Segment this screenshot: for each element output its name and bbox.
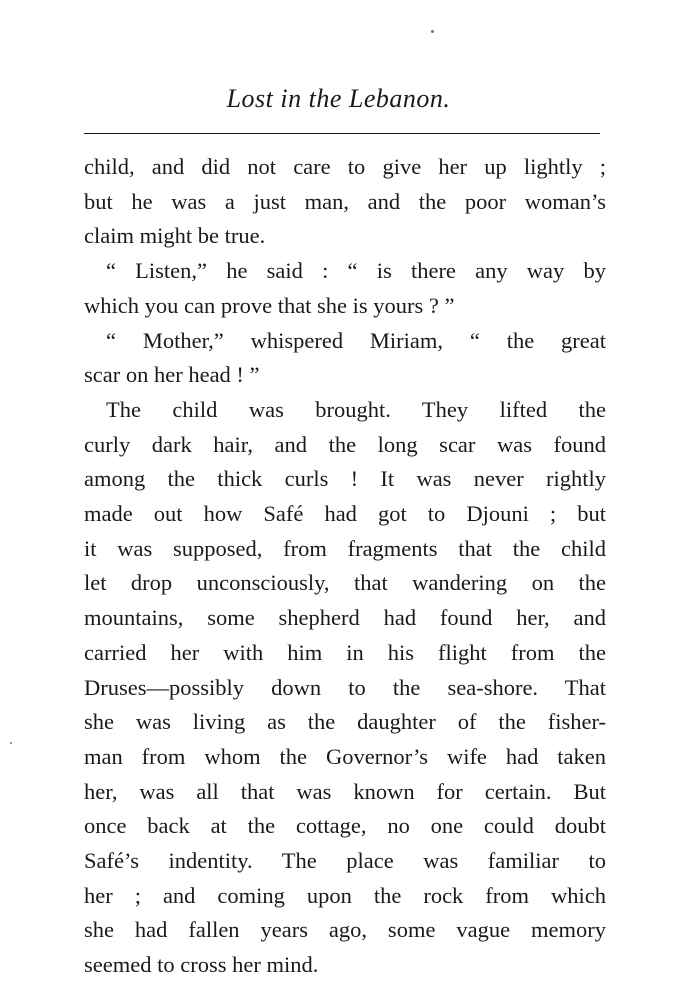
running-title: Lost in the Lebanon.	[226, 84, 451, 113]
text-line: man from whom the Governor’s wife had taken	[84, 743, 606, 769]
text-line: which you can prove that she is yours ? ”	[84, 292, 455, 318]
text-line: her, was all that was known for certain. But	[84, 778, 606, 804]
body-text	[84, 150, 606, 983]
text-line: among the thick curls ! It was never rightly	[84, 466, 606, 492]
text-line: carried her with him in his flight from the	[84, 639, 606, 665]
text-line: she had fallen years ago, some vague memory	[84, 917, 606, 943]
paper-speck	[10, 742, 12, 744]
text-line: once back at the cottage, no one could doubt	[84, 813, 606, 839]
text-line: Safé’s indentity. The place was familiar to	[84, 848, 606, 874]
text-line: scar on her head ! ”	[84, 362, 260, 388]
text-line: child, and did not care to give her up lightly ;	[84, 154, 606, 179]
paper-speck	[431, 30, 434, 33]
text-line: her ; and coming upon the rock from which	[84, 882, 606, 908]
text-line: made out how Safé had got to Djouni ; but	[84, 501, 606, 527]
text-line: claim might be true.	[84, 223, 266, 249]
text-line: she was living as the daughter of the fisher-	[84, 709, 606, 735]
text-line: curly dark hair, and the long scar was found	[84, 431, 606, 457]
text-line: mountains, some shepherd had found her, and	[84, 605, 606, 631]
text-line: The child was brought. They lifted the	[106, 396, 606, 422]
text-line: Druses—possibly down to the sea-shore. That	[84, 674, 606, 700]
text-line: let drop unconsciously, that wandering on the	[84, 570, 606, 596]
header-rule	[84, 133, 600, 134]
text-line: “ Listen,” he said : “ is there any way by	[106, 258, 606, 284]
text-line: “ Mother,” whispered Miriam, “ the great	[106, 327, 606, 353]
text-line: it was supposed, from fragments that the child	[84, 535, 606, 561]
text-line: but he was a just man, and the poor woman’s	[84, 188, 606, 214]
text-line: seemed to cross her mind.	[84, 952, 319, 978]
